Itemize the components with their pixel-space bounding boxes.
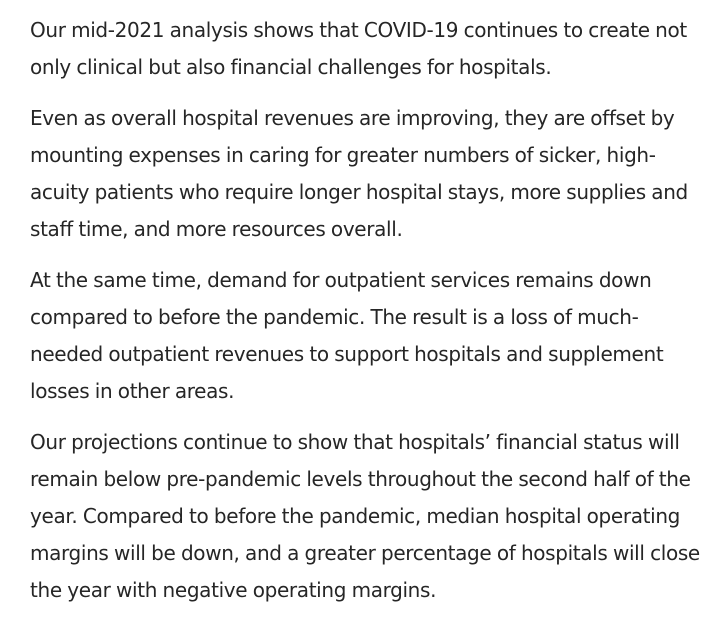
paragraph-revenues: Even as overall hospital revenues are improving, they are offset by mounting expenses in caring for greater numbers of sicker, high-acuity patients who require longer hospital stays, more supplies and staff time, and more resources overall. xyxy=(30,106,688,241)
article-body xyxy=(30,12,710,623)
paragraph-outpatient: At the same time, demand for outpatient services remains down compared to before the pandemic. The result is a loss of much-needed outpatient revenues to support hospitals and supplement losses in other areas. xyxy=(30,268,664,403)
paragraph-intro: Our mid-2021 analysis shows that COVID-19 continues to create not only clinical but also financial challenges for hospitals. xyxy=(30,18,687,79)
paragraph-projections: Our projections continue to show that hospitals’ financial status will remain below pre-pandemic levels throughout the second half of the year. Compared to before the pandemic, median hospital operating margins will be down, and a greater percentage of hospitals will close the year with negative operating margins. xyxy=(30,430,700,602)
